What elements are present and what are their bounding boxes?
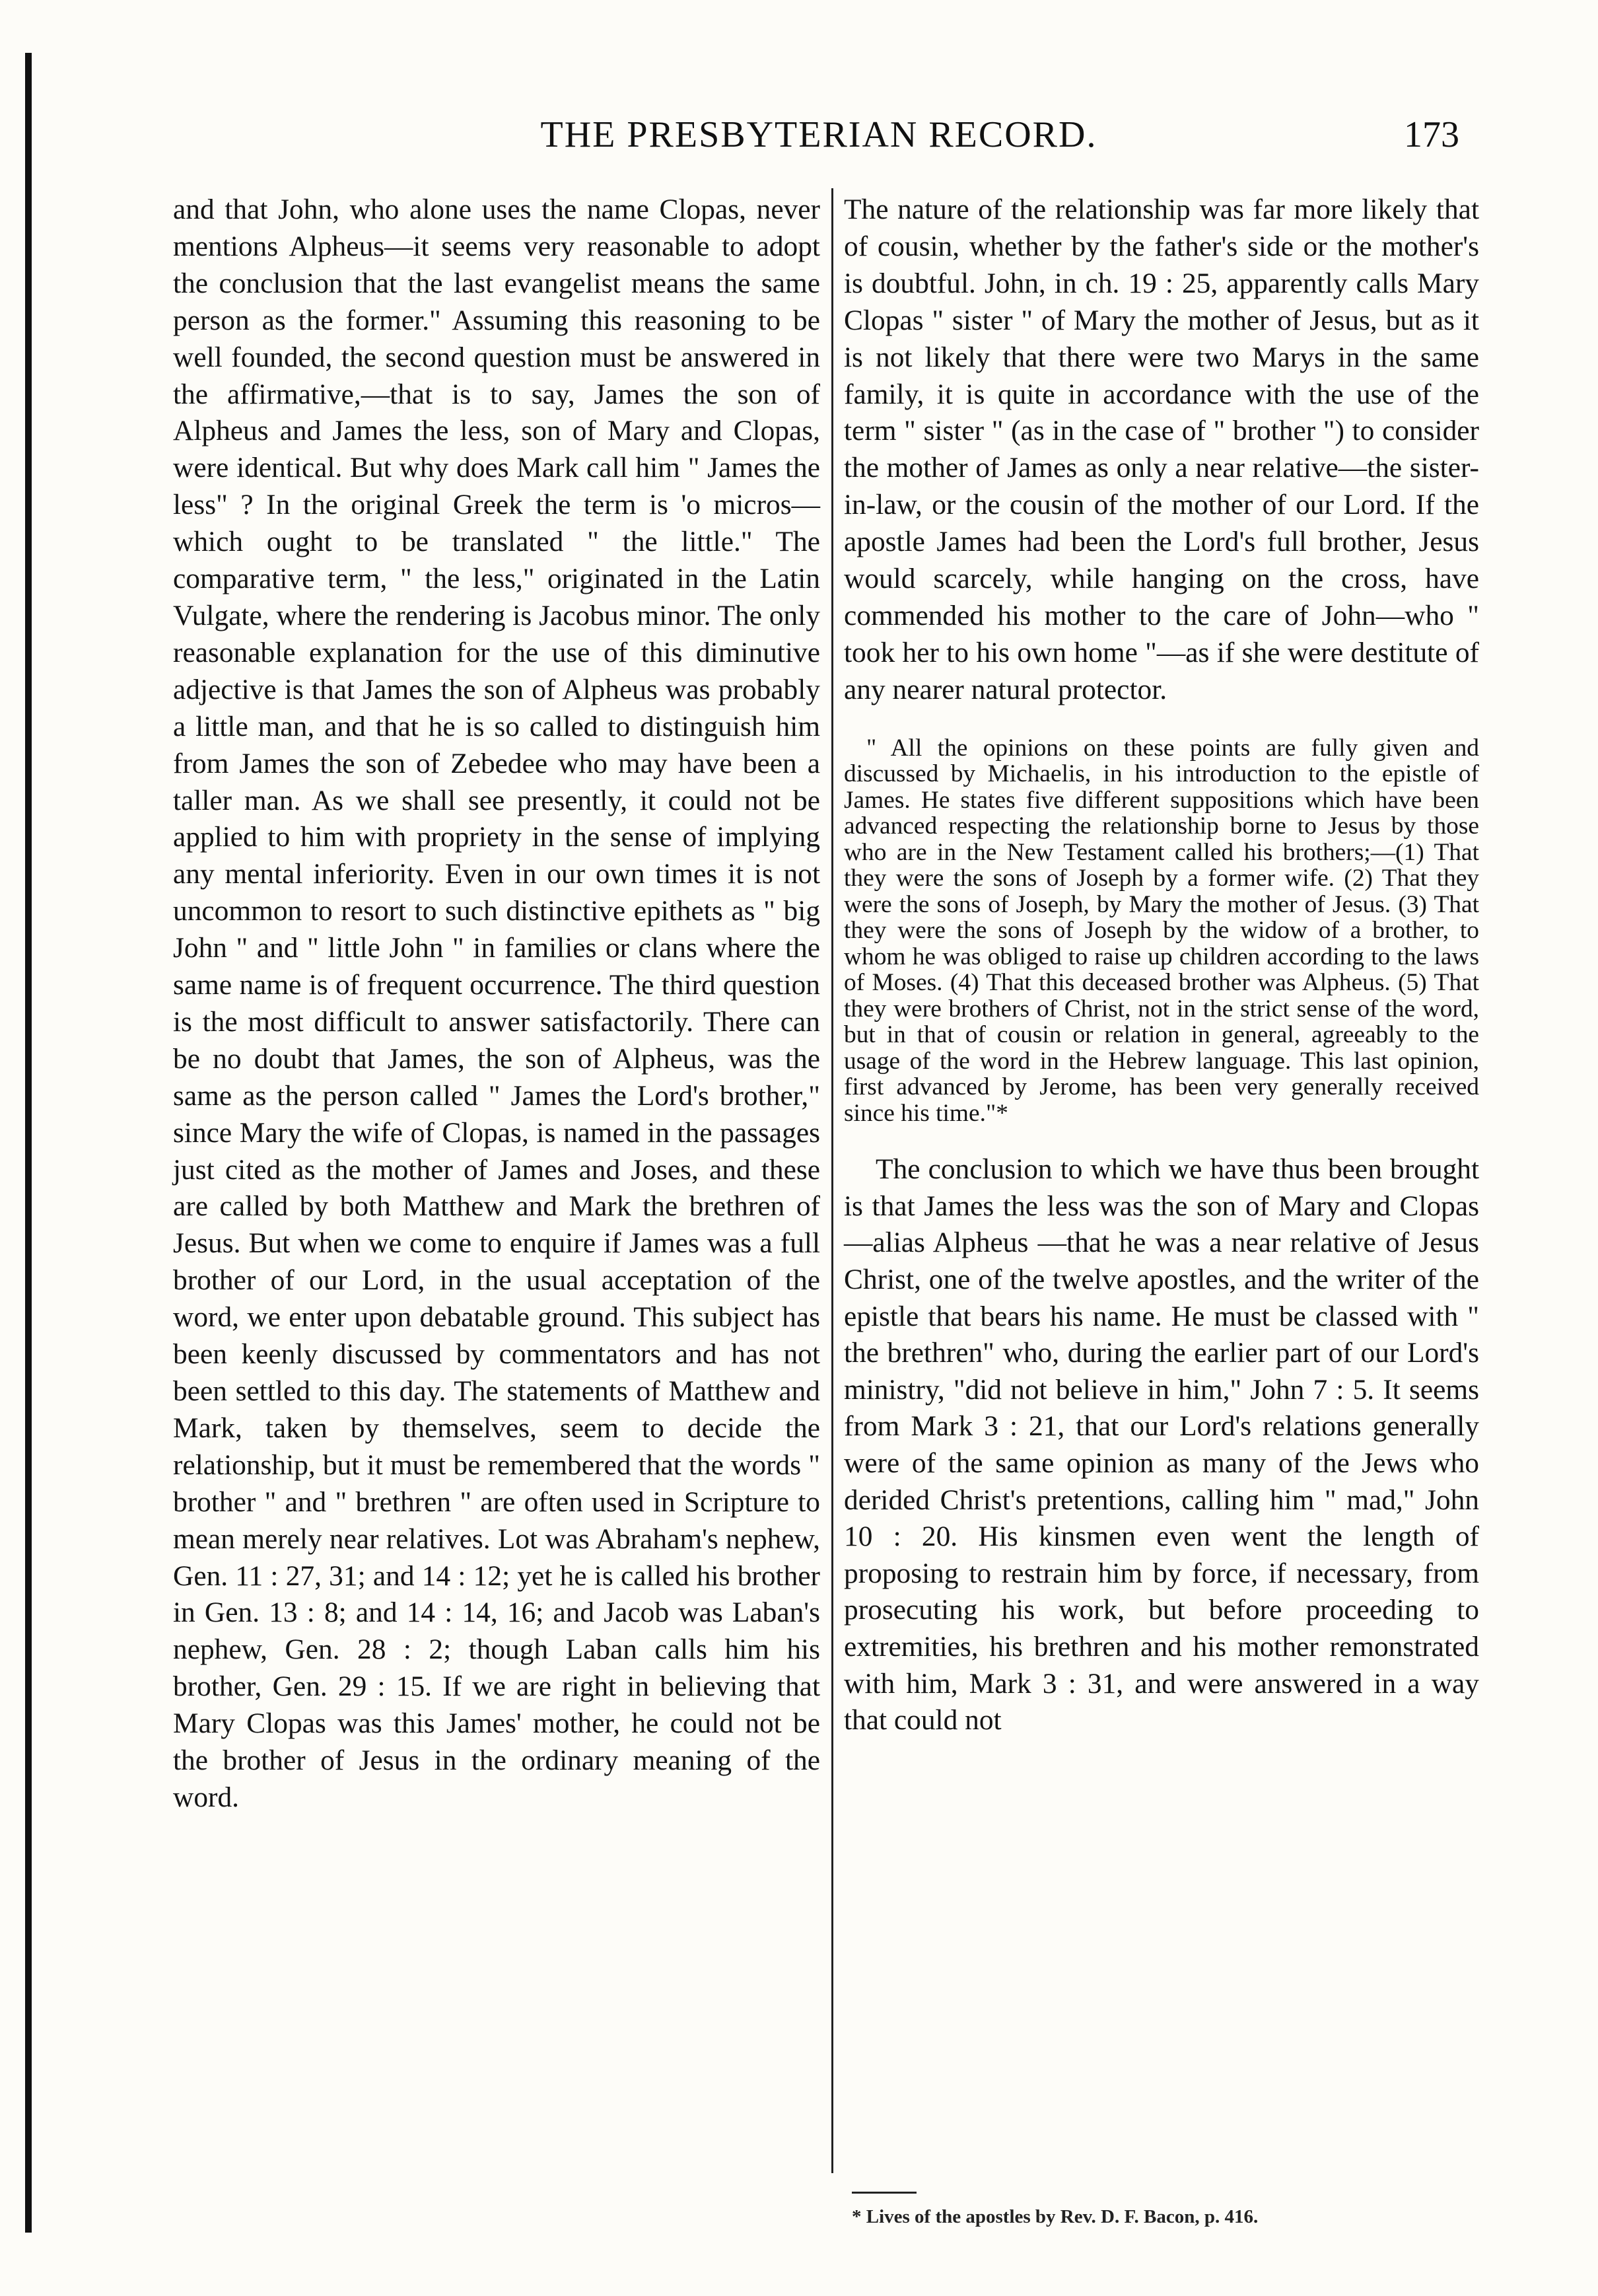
quoted-passage: " All the opinions on these points are fully given and discussed by Michaelis, in his introduction to the epistle of James. He states five different suppositions which have been advanced respecting the relationship borne to Jesus by those who are in the New Testament called his brothers;—(1) That they were the sons of Joseph by a former wife. (2) That they were the sons of Joseph, by Mary the mother of Jesus. (3) That they were the sons of Joseph by the widow of a brother, to whom he was obliged to raise up children according to the laws of Moses. (4) That this deceased brother was Alpheus. (5) That they were brothers of Christ, not in the strict sense of the word, but in that of cousin or relation in general, agreeably to the usage of the word in the Hebrew language. This last opinion, first advanced by Jerome, has been very generally received since his time."* xyxy=(844,734,1479,1127)
left-column-text: and that John, who alone uses the name Clopas, never mentions Alpheus—it seems very reasonable to adopt the conclusion that the last evangelist means the same person as the former." Assuming this reasoning to be well founded, the second question must be answered in the affirmative,—that is to say, James the son of Alpheus and James the less, son of Mary and Clopas, were identical. But why does Mark call him " James the less" ? In the original Greek the term is 'o micros—which ought to be translated " the little." The comparative term, " the less," originated in the Latin Vulgate, where the rendering is Jacobus minor. The only reasonable explanation for the use of this diminutive adjective is that James the son of Alpheus was probably a little man, and that he is so called to distinguish him from James the son of Zebedee who may have been a taller man. As we shall see presently, it could not be applied to him with propriety in the sense of implying any mental inferiority. Even in our own times it is not uncommon to resort to such distinctive epithets as " big John " and " little John " in families or clans where the same name is of frequent occurrence. The third question is the most difficult to answer satisfactorily. There can be no doubt that James, the son of Alpheus, was the same as the person called " James the Lord's brother," since Mary the wife of Clopas, is named in the passages just cited as the mother of James and Joses, and these are called by both Matthew and Mark the brethren of Jesus. But when we come to enquire if James was a full brother of our Lord, in the usual acceptation of the word, we enter upon debatable ground. This subject has been keenly discussed by commentators and has not been settled to this day. The statements of Matthew and Mark, taken by themselves, seem to decide the relationship, but it must be remembered that the words " brother " and " brethren " are often used in Scripture to mean merely near relatives. Lot was Abraham's nephew, Gen. 11 : 27, 31; and 14 : 12; yet he is called his brother in Gen. 13 : 8; and 14 : 14, 16; and Jacob was Laban's nephew, Gen. 28 : 2; though Laban calls him his brother, Gen. 29 : 15. If we are right in believing that Mary Clopas was this James' mother, he could not be the brother of Jesus in the ordinary meaning of the word. xyxy=(173,194,820,1813)
right-paragraph-2: The conclusion to which we have thus been brought is that James the less was the son of Mary and Clopas—alias Alpheus —that he was a near relative of Jesus Christ, one of the twelve apostles, and the writer of the epistle that bears his name. He must be classed with " the brethren" who, during the earlier part of our Lord's ministry, "did not believe in him," John 7 : 5. It seems from Mark 3 : 21, that our Lord's relations generally were of the same opinion as many of the Jews who derided Christ's pretentions, calling him " mad," John 10 : 20. His kinsmen even went the length of proposing to restrain him by force, if necessary, from prosecuting his work, but before proceeding to extremities, his brethren and his mother remonstrated with him, Mark 3 : 31, and were answered in a way that could not xyxy=(844,1153,1479,1737)
column-divider xyxy=(831,188,833,2173)
page-number: 173 xyxy=(1404,114,1459,155)
right-paragraph-1: The nature of the relationship was far more likely that of cousin, whether by the father's side or the mother's is doubtful. John, in ch. 19 : 25, apparently calls Mary Clopas " sister " of Mary the mother of Jesus, but as it is not likely that there were two Marys in the same family, it is quite in accordance with the use of the term " sister " (as in the case of " brother ") to consider the mother of James as only a near relative—the sister-in-law, or the cousin of the mother of our Lord. If the apostle James had been the Lord's full brother, Jesus would scarcely, while hanging on the cross, have commended his mother to the care of John—who " took her to his own home "—as if she were destitute of any nearer natural protector. xyxy=(844,194,1479,705)
footnote: * Lives of the apostles by Rev. D. F. Bacon, p. 416. xyxy=(852,2206,1259,2227)
right-column xyxy=(844,192,1479,1739)
left-column xyxy=(173,192,820,1816)
footnote-rule xyxy=(852,2192,917,2194)
binding-edge-rule xyxy=(25,53,32,2233)
page-header xyxy=(178,114,1459,166)
running-title: THE PRESBYTERIAN RECORD. xyxy=(540,114,1097,155)
